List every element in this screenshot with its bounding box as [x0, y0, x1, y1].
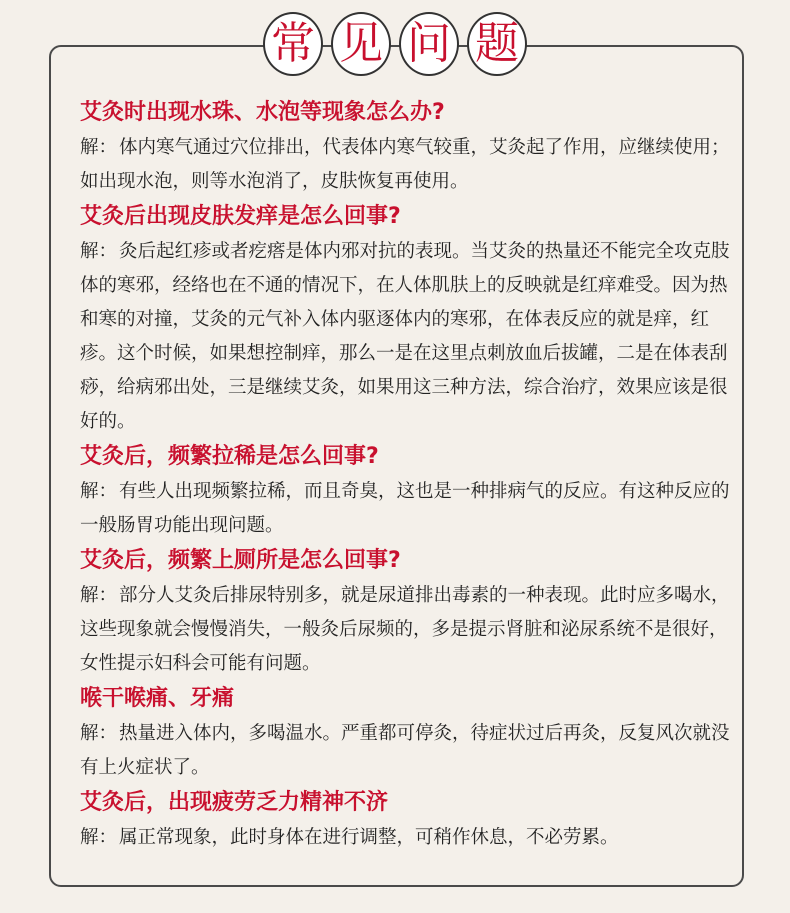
- answer-text: 属正常现象，此时身体在进行调整，可稍作休息，不必劳累。: [119, 827, 619, 848]
- answer-prefix: 解：: [80, 241, 118, 262]
- faq-item: [80, 439, 730, 543]
- faq-item: [80, 785, 730, 855]
- answer-prefix: 解：: [80, 137, 118, 158]
- answer-prefix: 解：: [80, 723, 118, 744]
- answer-text: 有些人出现频繁拉稀，而且奇臭，这也是一种排病气的反应。有这种反应的一般肠胃功能出现问题。: [80, 481, 730, 536]
- answer-prefix: 解：: [80, 827, 118, 848]
- page-title: [0, 12, 790, 76]
- faq-answer: [80, 475, 730, 543]
- faq-item: [80, 95, 730, 199]
- faq-item: [80, 681, 730, 785]
- faq-list: [80, 95, 730, 855]
- faq-question: 艾灸时出现水珠、水泡等现象怎么办?: [80, 100, 445, 125]
- faq-item: [80, 543, 730, 681]
- title-char: 问: [399, 12, 459, 76]
- answer-prefix: 解：: [80, 481, 118, 502]
- faq-question: 喉干喉痛、牙痛: [80, 686, 235, 711]
- answer-text: 灸后起红疹或者疙瘩是体内邪对抗的表现。当艾灸的热量还不能完全攻克肢体的寒邪，经络也在不通的情况下，在人体肌肤上的反映就是红痒难受。因为热和寒的对撞，艾灸的元气补入体内驱逐体内的寒邪，在体表反应的就是痒，红疹。这个时候，如果想控制痒，那么一是在这里点刺放血后拔罐，二是在体表刮痧，给病邪出处，三是继续艾灸，如果用这三种方法，综合治疗，效果应该是很好的。: [80, 241, 730, 432]
- answer-text: 部分人艾灸后排尿特别多，就是尿道排出毒素的一种表现。此时应多喝水，这些现象就会慢慢消失，一般灸后尿频的，多是提示肾脏和泌尿系统不是很好，女性提示妇科会可能有问题。: [80, 585, 730, 674]
- answer-text: 热量进入体内，多喝温水。严重都可停灸，待症状过后再灸，反复风次就没有上火症状了。: [80, 723, 730, 778]
- faq-item: [80, 199, 730, 439]
- title-char: 见: [331, 12, 391, 76]
- faq-answer: [80, 717, 730, 785]
- answer-prefix: 解：: [80, 585, 118, 606]
- title-char: 常: [263, 12, 323, 76]
- faq-answer: [80, 131, 730, 199]
- faq-question: 艾灸后出现皮肤发痒是怎么回事?: [80, 204, 401, 229]
- faq-question: 艾灸后，频繁拉稀是怎么回事?: [80, 444, 379, 469]
- faq-answer: [80, 821, 730, 855]
- faq-question: 艾灸后，频繁上厕所是怎么回事?: [80, 548, 401, 573]
- faq-answer: [80, 235, 730, 439]
- title-char: 题: [467, 12, 527, 76]
- faq-answer: [80, 579, 730, 681]
- answer-text: 体内寒气通过穴位排出，代表体内寒气较重，艾灸起了作用，应继续使用；如出现水泡，则等水泡消了，皮肤恢复再使用。: [80, 137, 730, 192]
- faq-question: 艾灸后，出现疲劳乏力精神不济: [80, 790, 389, 815]
